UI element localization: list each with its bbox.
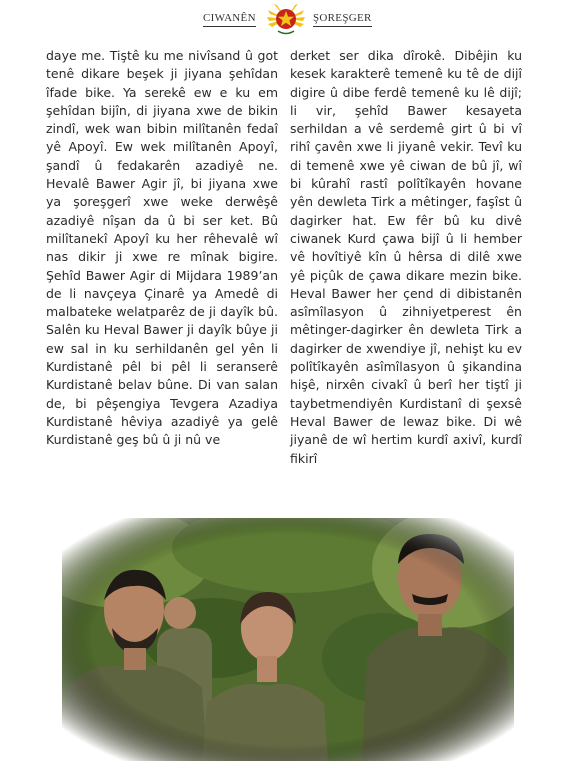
text-column-right [290, 47, 522, 468]
page-header [0, 0, 574, 40]
header-title-left: CIWANÊN [203, 12, 256, 27]
group-photo [62, 518, 514, 761]
group-photo-illustration [62, 518, 514, 761]
text-column-left [46, 47, 278, 450]
body-paragraph-right: derket ser dika dîrokê. Dibêjin ku kesek karakterê temenê ku tê de dijî digire û dibe ferdê temenê ku lê dijî; li vir, şehîd Bawer kesayeta serhildan a vê serdemê girt û bi vî rihî çavên xwe li jiyanê vekir. Tevî ku di temenê xwe yê ciwan de bû jî, wî bi kûrahî rastî polîtîkayên hovane yên dewleta Tirk a mêtinger, faşîst û dagirker hat. Ew fêr bû ku divê ciwanek Kurd çawa bijî û li hember vê hovîtiyê kîn û hêrsa di dilê xwe yê piçûk de çawa dikare mezin bike. Heval Bawer her çend di dibistanên asîmîlasyon û zihniyetperest ên mêtinger-dagirker ên dewleta Tirk a dagirker de xwendiye jî, nehişt ku ev polîtîkayên asîmîlasyon û şikandina hişê, nirxên civakî û berî her tiştî ji taybetmendiyên Kurdistanî di şexsê Heval Bawer de lewaz bike. Di wê jiyanê de wî hertim kurdî axivî, kurdî fikirî [290, 48, 522, 466]
header-title-right: ŞOREŞGER [313, 12, 372, 27]
star-emblem-icon [264, 0, 308, 38]
body-paragraph-left: daye me. Tiştê ku me nivîsand û got tenê dikare beşek ji jiyana şehîdan îfade bike. Ya serekê ew e ku em şehîdan bijîn, di jiyana xwe de bikin zindî, wek wan bibin milîtanên fedaî yê Apoyî. Ew wek milîtanên Apoyî, şandî û fedakarên azadiyê ne. Hevalê Bawer Agir jî, bi jiyana xwe ya şoreşgerî xwe weke derwêşê azadiyê nîşan da û bi ser ket. Bû milîtanekî Apoyî ku her rêhevalê wî nas dikir ji xwe re mînak bigire. Şehîd Bawer Agir di Mijdara 1989’an de li navçeya Çinarê ya Amedê di malbateke welatparêz de ji dayîk bû. Salên ku Heval Bawer ji dayîk bûye ji ew sal in ku serhildanên gel yên li Kurdistanê pêl bi pêl li seranserê Kurdistanê belav bûne. Di van salan de, bi pêşengiya Tevgera Azadiya Kurdistanê hêviya azadiyê ya gelê Kurdistanê geş bû û ji nû ve [46, 48, 278, 448]
